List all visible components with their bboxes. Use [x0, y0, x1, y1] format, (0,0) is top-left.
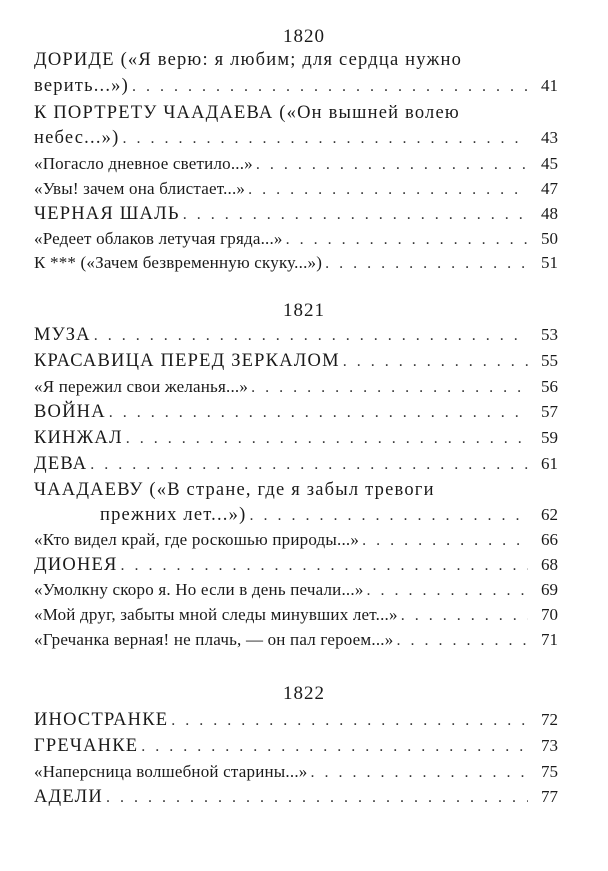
page-number: 53	[541, 325, 558, 344]
toc-entry-title: «Гречанка верная! не плачь, — он пал героем...»	[34, 630, 394, 649]
toc-entry-title: КИНЖАЛ	[34, 428, 123, 448]
leader-dots	[122, 130, 528, 148]
toc-entry-title-cont: верить...»)	[34, 76, 129, 96]
toc-entry	[34, 154, 558, 180]
toc-entry	[34, 351, 558, 377]
leader-dots	[171, 712, 528, 730]
toc-entry-title: «Редеет облаков летучая гряда...»	[34, 229, 283, 248]
leader-dots	[249, 507, 528, 525]
page-number: 47	[541, 179, 558, 198]
toc-entry	[34, 580, 558, 606]
leader-dots	[141, 738, 528, 756]
leader-dots	[183, 206, 528, 224]
toc-entry-title: ГРЕЧАНКЕ	[34, 736, 139, 756]
toc-entry	[34, 229, 558, 255]
leader-dots	[362, 532, 528, 550]
page-number: 59	[541, 428, 558, 447]
page-number: 69	[541, 580, 558, 599]
year-heading-1821: 1821	[283, 300, 325, 321]
leader-dots	[106, 789, 528, 807]
page-number: 43	[541, 128, 558, 147]
toc-entry	[34, 454, 558, 480]
toc-entry-title-cont: небес...»)	[34, 128, 120, 148]
toc-entry-title: МУЗА	[34, 325, 91, 345]
toc-entry	[34, 253, 558, 279]
toc-entry-title: «Наперсница волшебной старины...»	[34, 762, 308, 781]
page-number: 55	[541, 351, 558, 370]
toc-entry-title: АДЕЛИ	[34, 787, 103, 807]
page-number: 75	[541, 762, 558, 781]
page-number: 61	[541, 454, 558, 473]
toc-entry-title: «Я пережил свои желанья...»	[34, 377, 249, 396]
page-number: 66	[541, 530, 558, 549]
toc-entry	[34, 736, 558, 762]
toc-entry-title: ИНОСТРАНКЕ	[34, 710, 169, 730]
toc-entry	[34, 128, 558, 154]
page-number: 56	[541, 377, 558, 396]
toc-entry-title: «Умолкну скоро я. Но если в день печали...»	[34, 580, 364, 599]
leader-dots	[343, 353, 528, 371]
toc-entry-title: ДЕВА	[34, 454, 88, 474]
page-number: 68	[541, 555, 558, 574]
toc-entry-line	[34, 480, 558, 506]
year-heading-1820: 1820	[283, 26, 325, 47]
toc-entry	[34, 605, 558, 631]
toc-entry	[34, 402, 558, 428]
toc-entry	[34, 204, 558, 230]
page-number: 72	[541, 710, 558, 729]
leader-dots	[256, 156, 528, 174]
toc-entry	[34, 530, 558, 556]
page-number: 62	[541, 505, 558, 524]
toc-entry-title: «Кто видел край, где роскошью природы...»	[34, 530, 360, 549]
toc-entry-title: ДОРИДЕ («Я верю: я любим; для сердца нужно	[34, 50, 463, 70]
toc-entry	[34, 630, 558, 656]
page-number: 57	[541, 402, 558, 421]
page-number: 48	[541, 204, 558, 223]
toc-entry	[34, 710, 558, 736]
leader-dots	[248, 181, 528, 199]
leader-dots	[367, 582, 528, 600]
page-number: 73	[541, 736, 558, 755]
leader-dots	[121, 557, 528, 575]
toc-entry-title: ЧААДАЕВУ («В стране, где я забыл тревоги	[34, 480, 435, 500]
leader-dots	[126, 430, 528, 448]
toc-entry-title: «Увы! зачем она блистает...»	[34, 179, 246, 198]
leader-dots	[325, 255, 528, 273]
leader-dots	[396, 632, 528, 650]
toc-entry-title: КРАСАВИЦА ПЕРЕД ЗЕРКАЛОМ	[34, 351, 340, 371]
toc-entry	[100, 505, 558, 531]
leader-dots	[109, 404, 528, 422]
toc-entry	[34, 428, 558, 454]
toc-entry	[34, 325, 558, 351]
toc-entry-line	[34, 50, 558, 76]
toc-entry-title: «Мой друг, забыты мной следы минувших лет...»	[34, 605, 398, 624]
page-number: 45	[541, 154, 558, 173]
toc-entry	[34, 787, 558, 813]
page-number: 70	[541, 605, 558, 624]
page-number: 50	[541, 229, 558, 248]
leader-dots	[401, 607, 528, 625]
page-number: 77	[541, 787, 558, 806]
toc-entry	[34, 555, 558, 581]
leader-dots	[90, 456, 528, 474]
toc-entry	[34, 377, 558, 403]
year-heading-1822: 1822	[283, 683, 325, 704]
toc-entry	[34, 762, 558, 788]
toc-entry-title: ВОЙНА	[34, 402, 106, 422]
toc-entry	[34, 76, 558, 102]
page-number: 71	[541, 630, 558, 649]
toc-entry-line	[34, 103, 558, 129]
toc-entry-title: «Погасло дневное светило...»	[34, 154, 253, 173]
leader-dots	[286, 231, 528, 249]
leader-dots	[310, 764, 528, 782]
leader-dots	[251, 379, 528, 397]
toc-entry	[34, 179, 558, 205]
toc-entry-title: К *** («Зачем безвременную скуку...»)	[34, 253, 323, 272]
toc-entry-title: ДИОНЕЯ	[34, 555, 118, 575]
page-number: 51	[541, 253, 558, 272]
leader-dots	[94, 327, 528, 345]
toc-entry-title-cont: прежних лет...»)	[100, 505, 247, 525]
toc-entry-title: ЧЕРНАЯ ШАЛЬ	[34, 204, 180, 224]
leader-dots	[132, 78, 528, 96]
page-number: 41	[541, 76, 558, 95]
toc-entry-title: К ПОРТРЕТУ ЧААДАЕВА («Он вышней волею	[34, 103, 460, 123]
